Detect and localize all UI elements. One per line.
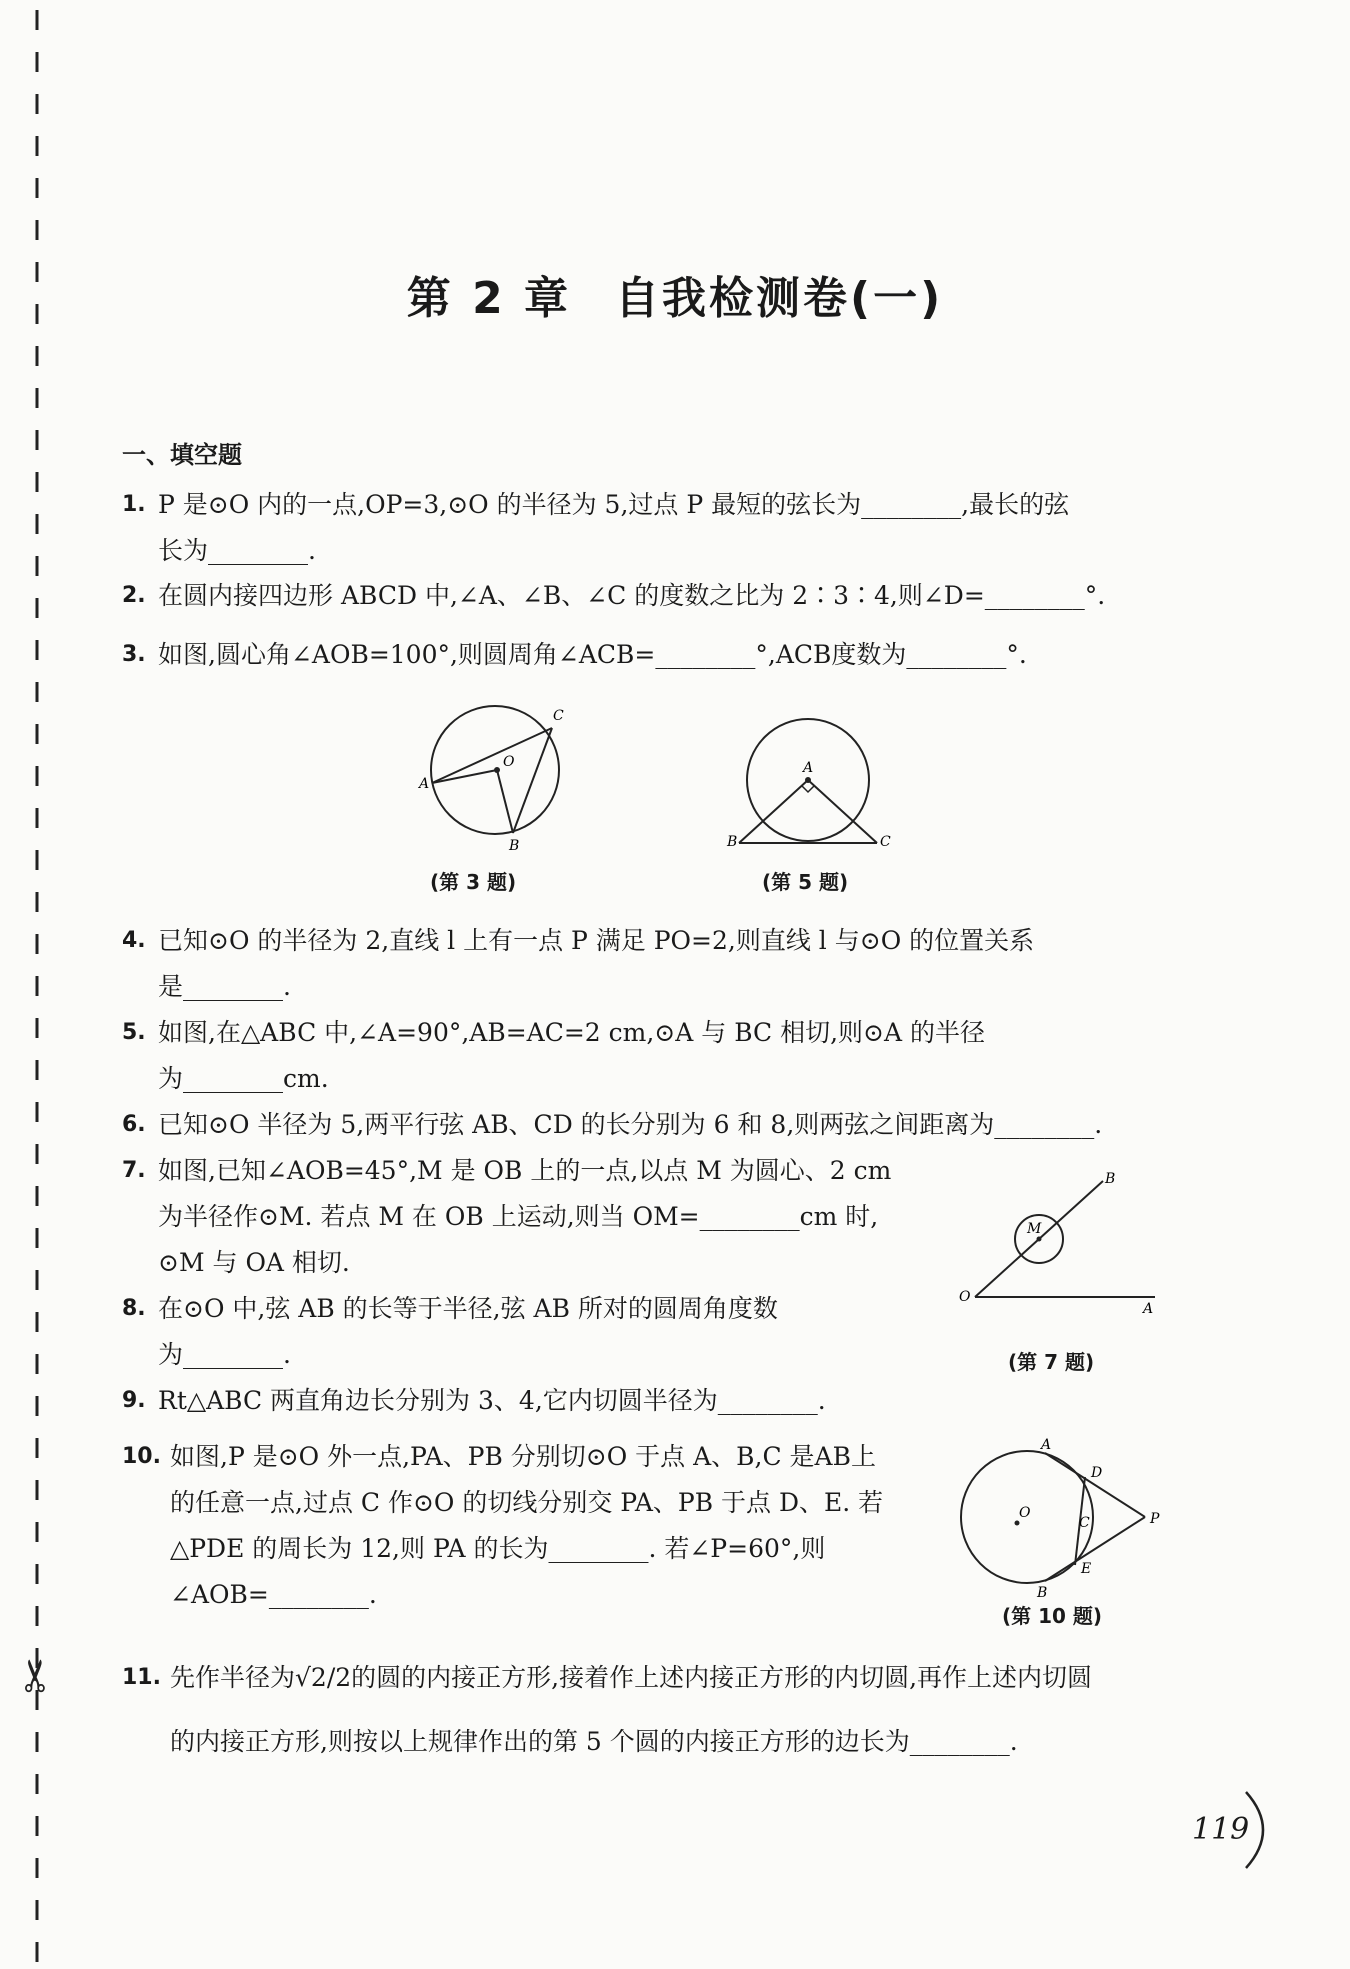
figure-point-label: O xyxy=(503,754,515,770)
question-number: 2. xyxy=(122,583,146,608)
figure-q3 xyxy=(405,700,595,860)
question-line: △PDE 的周长为 12,则 PA 的长为________. 若∠P=60°,则 xyxy=(170,1534,826,1563)
question-line: 在⊙O 中,弦 AB 的长等于半径,弦 AB 所对的圆周角度数 xyxy=(158,1294,778,1323)
question-number: 8. xyxy=(122,1296,146,1321)
figure-point-label: B xyxy=(509,838,520,854)
question-number: 10. xyxy=(122,1444,161,1469)
figure-q5 xyxy=(725,700,905,860)
figure-point-label: A xyxy=(803,760,814,776)
question-number: 4. xyxy=(122,928,146,953)
question-1 xyxy=(122,482,1182,574)
question-9 xyxy=(122,1378,952,1424)
question-5 xyxy=(122,1010,1182,1102)
question-line: 如图,圆心角∠AOB=100°,则圆周角∠ACB=________°,ACB度数为________°. xyxy=(158,640,1027,669)
question-line: 如图,P 是⊙O 外一点,PA、PB 分别切⊙O 于点 A、B,C 是AB上 xyxy=(170,1442,876,1471)
question-line: 为________. xyxy=(158,1340,291,1369)
question-number: 3. xyxy=(122,642,146,667)
question-line: 是________. xyxy=(158,972,291,1001)
figure-point-label: O xyxy=(959,1289,971,1305)
page-title xyxy=(0,262,1350,326)
figure-point-label: C xyxy=(553,708,564,724)
figure-point-label: A xyxy=(1041,1437,1052,1453)
figure-point-label: M xyxy=(1027,1221,1042,1237)
question-line: 在圆内接四边形 ABCD 中,∠A、∠B、∠C 的度数之比为 2∶3∶4,则∠D=________°. xyxy=(158,581,1106,610)
figure-q10 xyxy=(945,1425,1175,1600)
question-11 xyxy=(122,1646,1182,1774)
caption-q5: (第 5 题) xyxy=(762,870,849,894)
caption-q7: (第 7 题) xyxy=(1008,1350,1095,1374)
figure-point-label: C xyxy=(880,834,891,850)
question-line: 的任意一点,过点 C 作⊙O 的切线分别交 PA、PB 于点 D、E. 若 xyxy=(170,1488,884,1517)
question-number: 9. xyxy=(122,1388,146,1413)
page-number: 119 xyxy=(1192,1812,1250,1847)
caption-q3: (第 3 题) xyxy=(430,870,517,894)
question-number: 11. xyxy=(122,1665,161,1690)
figure-point-label: P xyxy=(1150,1511,1160,1527)
question-line: 为________cm. xyxy=(158,1064,329,1093)
figure-point-label: B xyxy=(727,834,738,850)
page-number-bracket xyxy=(1240,1788,1280,1872)
question-line: P 是⊙O 内的一点,OP=3,⊙O 的半径为 5,过点 P 最短的弦长为________,最长的弦 xyxy=(158,490,1070,519)
question-line: 长为________. xyxy=(158,536,316,565)
question-line: 为半径作⊙M. 若点 M 在 OB 上运动,则当 OM=________cm 时, xyxy=(158,1202,879,1231)
question-4 xyxy=(122,918,1182,1010)
figure-point-label: O xyxy=(1019,1505,1031,1521)
question-number: 7. xyxy=(122,1158,146,1183)
figure-q7 xyxy=(955,1165,1175,1325)
question-8 xyxy=(122,1286,952,1378)
question-10 xyxy=(122,1434,952,1618)
question-line: 的内接正方形,则按以上规律作出的第 5 个圆的内接正方形的边长为________. xyxy=(170,1727,1018,1756)
figure-point-label: A xyxy=(1143,1301,1154,1317)
question-3 xyxy=(122,632,1182,678)
question-7 xyxy=(122,1148,952,1286)
title-name: 自我检测卷(一) xyxy=(615,273,944,324)
question-number: 6. xyxy=(122,1112,146,1137)
question-line: 先作半径为√2/2的圆的内接正方形,接着作上述内接正方形的内切圆,再作上述内切圆 xyxy=(170,1663,1093,1692)
figure-point-label: B xyxy=(1105,1171,1116,1187)
question-2 xyxy=(122,573,1182,619)
figure-point-label: D xyxy=(1091,1465,1103,1481)
question-line: 已知⊙O 的半径为 2,直线 l 上有一点 P 满足 PO=2,则直线 l 与⊙O 的位置关系 xyxy=(158,926,1035,955)
figure-point-label: A xyxy=(419,776,430,792)
question-line: Rt△ABC 两直角边长分别为 3、4,它内切圆半径为________. xyxy=(158,1386,826,1415)
scissors-icon: ✂ xyxy=(10,1657,62,1694)
question-6 xyxy=(122,1102,1182,1148)
question-number: 5. xyxy=(122,1020,146,1045)
question-line: ∠AOB=________. xyxy=(170,1580,377,1609)
section-heading: 一、填空题 xyxy=(122,441,242,469)
question-line: ⊙M 与 OA 相切. xyxy=(158,1248,350,1277)
figure-point-label: C xyxy=(1079,1515,1090,1531)
question-line: 已知⊙O 半径为 5,两平行弦 AB、CD 的长分别为 6 和 8,则两弦之间距离为________. xyxy=(158,1110,1103,1139)
figure-point-label: E xyxy=(1081,1561,1092,1577)
caption-q10: (第 10 题) xyxy=(1002,1604,1103,1628)
figure-point-label: B xyxy=(1037,1585,1048,1600)
question-number: 1. xyxy=(122,492,146,517)
question-line: 如图,在△ABC 中,∠A=90°,AB=AC=2 cm,⊙A 与 BC 相切,则⊙A 的半径 xyxy=(158,1018,986,1047)
title-chapter: 第 2 章 xyxy=(406,273,572,324)
question-line: 如图,已知∠AOB=45°,M 是 OB 上的一点,以点 M 为圆心、2 cm xyxy=(158,1156,892,1185)
